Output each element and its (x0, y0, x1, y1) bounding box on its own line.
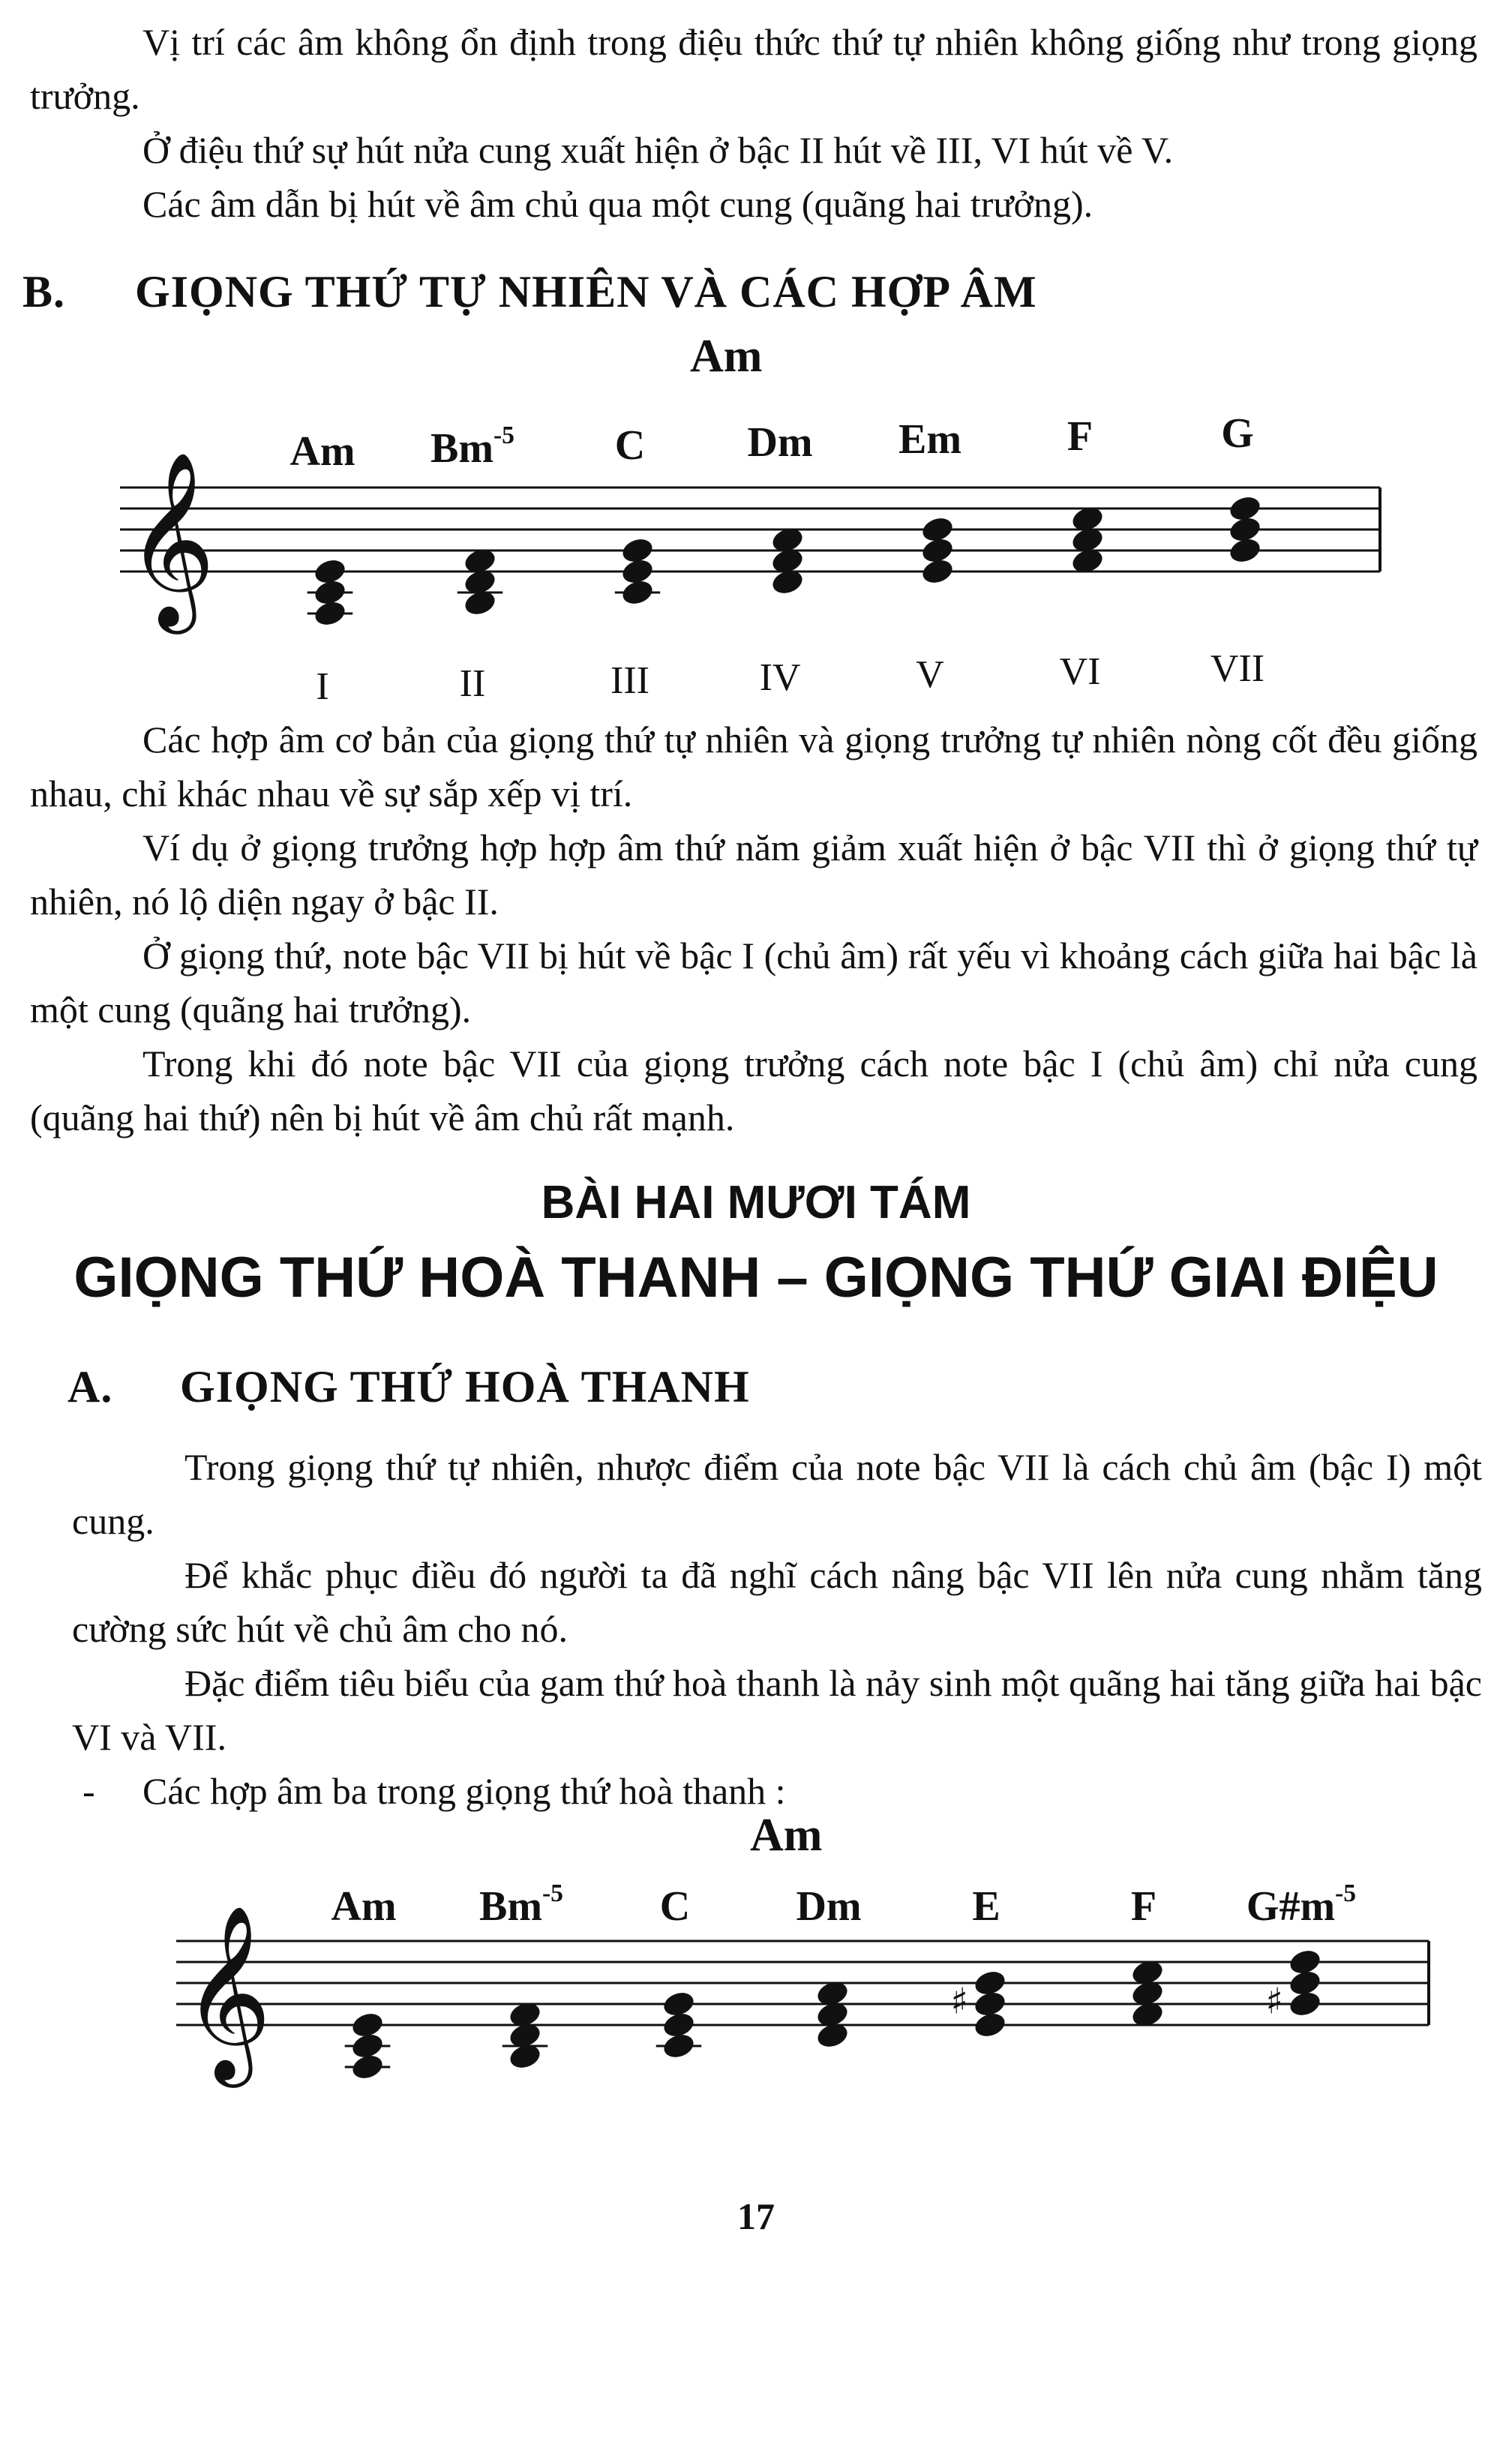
note-head (620, 536, 655, 566)
intro-paragraph-1: Vị trí các âm không ổn định trong điệu thức thứ tự nhiên không giống như trong giọng trưởng. (30, 21, 1478, 117)
body-b-paragraph-3: Ở giọng thứ, note bậc VII bị hút về bậc I (chủ âm) rất yếu vì khoảng cách giữa hai bậc là một cung (quãng hai trưởng). (30, 934, 1478, 1030)
staff-b-chord-4 (770, 525, 805, 597)
body-a-paragraph-3: Đặc điểm tiêu biểu của gam thứ hoà thanh là nảy sinh một quãng hai tăng giữa hai bậc VI và VII. (72, 1662, 1482, 1758)
staff-a-chord-7 (1266, 1947, 1323, 2023)
section-b-marker: B. (22, 267, 66, 316)
section-b-key: Am (690, 331, 763, 382)
body-a-paragraph-1: Trong giọng thứ tự nhiên, nhược điểm của note bậc VII là cách chủ âm (bậc I) một cung. (72, 1446, 1482, 1542)
note-head (350, 2010, 385, 2040)
list-bullet: - (82, 1770, 95, 1812)
staff-a-chord-label-2: $Bm^{-5}$ (479, 1879, 563, 1930)
staff-b-chord-1 (308, 556, 352, 628)
intro-paragraph-2: Ở điệu thứ sự hút nửa cung xuất hiện ở bậc II hút về III, VI hút về V. (142, 129, 1174, 171)
treble-clef-icon: 𝄞 (126, 450, 216, 627)
staff-b-chord-2 (458, 546, 502, 618)
degree-label-7: VII (1210, 647, 1265, 690)
staff-a-chord-label-5: E (972, 1883, 1000, 1930)
chapter-label: BÀI HAI MƯƠI TÁM (541, 1177, 971, 1228)
note-head (1287, 1947, 1322, 1977)
chapter-title: GIỌNG THỨ HOÀ THANH – GIỌNG THỨ GIAI ĐIỆU (74, 1246, 1438, 1310)
degree-label-5: V (916, 653, 944, 696)
section-a-marker: A. (68, 1362, 113, 1412)
staff-lines (120, 488, 1380, 572)
staff-b-chord-label-3: C (614, 422, 646, 469)
body-b-paragraph-2: Ví dụ ở giọng trưởng hợp hợp âm thứ năm giảm xuất hiện ở bậc VII thì ở giọng thứ tự nhiên, nó lộ diện ngay ở bậc II. (30, 826, 1478, 922)
page-number: 17 (737, 2195, 775, 2237)
note-head (1227, 494, 1262, 524)
staff-harmonic-minor (0, 1860, 1512, 2108)
staff-b-chord-5 (920, 514, 955, 586)
intro-paragraph-3: Các âm dẫn bị hút về âm chủ qua một cung (quãng hai trưởng). (142, 183, 1094, 225)
section-a-title: GIỌNG THỨ HOÀ THANH (180, 1362, 750, 1412)
staff-b-chord-label-4: Dm (747, 419, 813, 466)
treble-clef-icon: 𝄞 (182, 1904, 272, 2080)
degree-label-6: VI (1059, 650, 1101, 693)
staff-b-chord-label-7: G (1221, 410, 1254, 457)
staff-a-chord-4 (814, 1978, 850, 2050)
list-item-harmonic-chords: - Các hợp âm ba trong giọng thứ hoà thanh : (72, 1764, 1482, 1818)
staff-a-chord-label-4: Dm (796, 1883, 862, 1930)
staff-a-chord-label-7: $G\#m^{-5}$ (1246, 1879, 1357, 1930)
section-b-title: GIỌNG THỨ TỰ NHIÊN VÀ CÁC HỢP ÂM (135, 267, 1037, 316)
body-a-paragraph-2: Để khắc phục điều đó người ta đã nghĩ cách nâng bậc VII lên nửa cung nhằm tăng cường sức hút về chủ âm cho nó. (72, 1554, 1482, 1650)
note-head (312, 556, 347, 586)
staff-a-chord-label-6: F (1130, 1883, 1157, 1930)
staff-b-chord-7 (1227, 494, 1262, 566)
staff-lines (176, 1941, 1429, 2025)
sharp-icon: ♯ (1265, 1981, 1283, 2023)
section-a-key: Am (750, 1810, 823, 1861)
staff-a-chord-1 (345, 2010, 390, 2082)
staff-a-chord-5 (951, 1968, 1008, 2040)
staff-b-chord-label-5: Em (898, 416, 962, 463)
staff-a-chord-label-3: C (659, 1883, 691, 1930)
section-a-heading (68, 1361, 750, 1413)
staff-b-chord-6 (1070, 504, 1105, 576)
degree-label-1: I (316, 665, 329, 708)
staff-a-chord-6 (1130, 1958, 1165, 2030)
body-b-paragraph-4: Trong khi đó note bậc VII của giọng trưởng cách note bậc I (chủ âm) chỉ nửa cung (quãng hai thứ) nên bị hút về âm chủ rất mạnh. (30, 1042, 1478, 1138)
degree-label-4: IV (759, 656, 801, 699)
section-b-heading (22, 266, 1037, 318)
degree-label-3: III (610, 659, 650, 702)
staff-natural-minor (0, 398, 1512, 712)
degree-label-2: II (459, 662, 486, 705)
body-b-paragraph-1: Các hợp âm cơ bản của giọng thứ tự nhiên và giọng trưởng tự nhiên nòng cốt đều giống nhau, chỉ khác nhau về sự sắp xếp vị trí. (30, 718, 1478, 814)
note-head (920, 514, 955, 544)
staff-a-chord-2 (502, 2000, 548, 2072)
note-head (661, 1989, 696, 2019)
staff-b-chord-label-6: F (1066, 413, 1094, 460)
staff-b-chord-label-2: $Bm^{-5}$ (430, 421, 514, 472)
sharp-icon: ♯ (950, 1981, 968, 2023)
note-head (972, 1968, 1007, 1998)
staff-a-chord-label-1: Am (331, 1883, 397, 1930)
staff-b-chord-label-1: Am (290, 428, 356, 475)
